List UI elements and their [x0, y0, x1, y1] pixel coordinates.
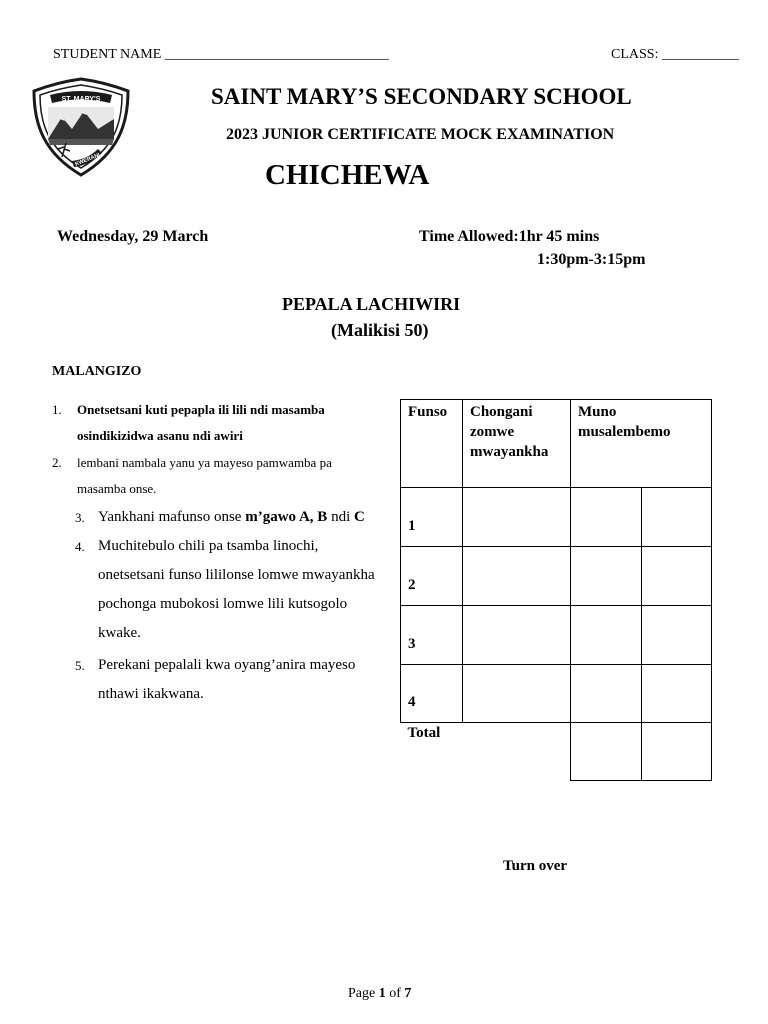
paper-marks: (Malikisi 50)	[331, 320, 429, 340]
page-of: of	[389, 986, 401, 1001]
paper-title: PEPALA LACHIWIRI	[282, 294, 461, 314]
student-name-field	[53, 47, 389, 63]
marks-cell	[642, 606, 712, 665]
svg-text:KWERANI: KWERANI	[74, 152, 101, 168]
instruction-line: kwake.	[98, 625, 141, 641]
instruction-line: nthawi ikakwana.	[98, 686, 204, 702]
instruction-line: masamba onse.	[77, 481, 157, 496]
total-label: Total	[407, 725, 441, 741]
tick-cell[interactable]	[463, 606, 571, 665]
row-label-cell	[401, 488, 463, 547]
page-number	[348, 986, 411, 1002]
page-current: 1	[378, 986, 386, 1001]
class-label: CLASS:	[611, 47, 659, 62]
header-line: mwayankha	[470, 444, 549, 460]
header-line: musalembemo	[578, 424, 671, 440]
instruction-line	[98, 509, 365, 526]
instruction-line: Muchitebulo chili pa tsamba linochi,	[98, 538, 319, 554]
row-label: 3	[408, 636, 416, 652]
instruction-text: Yankhani mafunso onse	[98, 509, 246, 525]
table-total-row	[401, 723, 712, 781]
row-label-cell	[401, 665, 463, 723]
tick-cell[interactable]	[463, 547, 571, 606]
student-name-label: STUDENT NAME	[53, 47, 162, 62]
page-total: 7	[404, 986, 412, 1001]
instruction-number: 3.	[75, 510, 85, 525]
marks-cell	[642, 488, 712, 547]
header-line: zomwe	[470, 424, 515, 440]
tick-cell[interactable]	[463, 488, 571, 547]
table-row	[401, 665, 712, 723]
instructions-heading: MALANGIZO	[52, 364, 142, 379]
instruction-text: ndi	[327, 509, 354, 525]
school-name: SAINT MARY’S SECONDARY SCHOOL	[211, 84, 632, 109]
total-marks-cell	[571, 723, 642, 781]
student-name-blank: ________________________________	[164, 47, 389, 62]
tick-cell[interactable]	[463, 665, 571, 723]
instruction-line: Onetsetsani kuti pepapla ili lili ndi masamba	[77, 402, 325, 417]
row-label-cell	[401, 547, 463, 606]
marks-cell	[571, 665, 642, 723]
exam-title: 2023 JUNIOR CERTIFICATE MOCK EXAMINATION	[226, 126, 615, 143]
instruction-number: 5.	[75, 658, 85, 673]
marks-cell	[642, 665, 712, 723]
row-label: 4	[408, 694, 416, 710]
header-chongani	[463, 400, 571, 488]
instruction-emphasis: C	[353, 509, 365, 525]
time-range: 1:30pm-3:15pm	[537, 251, 646, 268]
row-label: 2	[408, 577, 416, 593]
class-blank: ___________	[661, 47, 739, 62]
school-crest-logo	[32, 77, 130, 177]
instruction-number: 4.	[75, 539, 85, 554]
instruction-number: 1.	[52, 402, 62, 417]
marks-cell	[571, 547, 642, 606]
total-marks-cell	[642, 723, 712, 781]
subject-title: CHICHEWA	[265, 159, 430, 191]
header-funso	[401, 400, 463, 488]
marks-cell	[571, 606, 642, 665]
column-header	[571, 400, 711, 442]
total-label-cell	[401, 723, 463, 781]
instruction-line: lembani nambala yanu ya mayeso pamwamba pa	[77, 455, 332, 470]
table-row	[401, 488, 712, 547]
header-muno	[571, 400, 712, 488]
exam-date: Wednesday, 29 March	[57, 228, 209, 245]
row-label-cell	[401, 606, 463, 665]
instruction-line: pochonga mubokosi lomwe lili kutsogolo	[98, 596, 348, 612]
instruction-line: onetsetsani funso lililonse lomwe mwayankha	[98, 567, 375, 583]
marks-cell	[571, 488, 642, 547]
column-header	[463, 400, 570, 462]
instruction-line: osindikizidwa asanu ndi awiri	[77, 428, 243, 443]
svg-text:ST. MARY'S: ST. MARY'S	[61, 96, 101, 103]
instruction-number: 2.	[52, 455, 62, 470]
instruction-emphasis: m’gawo A, B	[245, 509, 328, 525]
question-score-table	[400, 399, 712, 781]
row-label: 1	[408, 518, 416, 534]
instruction-line: Perekani pepalali kwa oyang’anira mayeso	[98, 657, 356, 673]
column-header: Funso	[408, 404, 448, 420]
header-line: Chongani	[470, 404, 533, 420]
table-row	[401, 606, 712, 665]
empty-cell	[463, 723, 571, 781]
class-field	[611, 47, 739, 63]
turn-over-note: Turn over	[503, 858, 568, 874]
time-allowed: Time Allowed:1hr 45 mins	[419, 228, 600, 245]
marks-cell	[642, 547, 712, 606]
page-word: Page	[348, 986, 376, 1001]
table-row	[401, 547, 712, 606]
header-line: Muno	[578, 404, 617, 420]
table-header-row	[401, 400, 712, 488]
